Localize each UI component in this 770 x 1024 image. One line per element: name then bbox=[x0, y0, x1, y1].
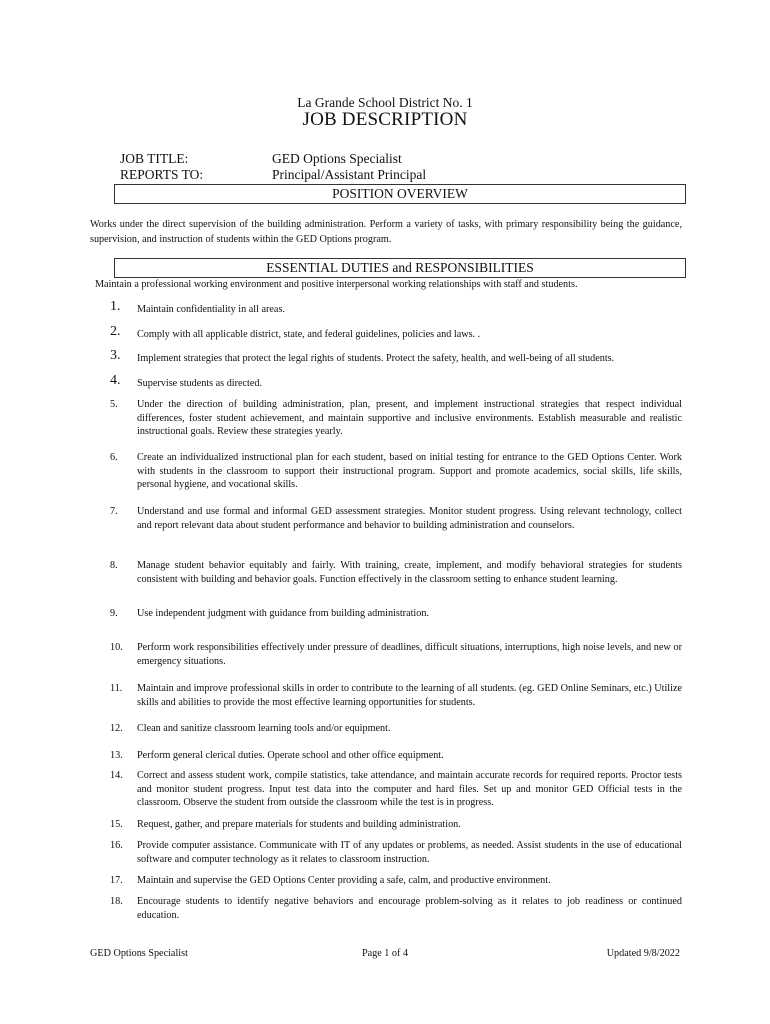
duty-number: 7. bbox=[110, 506, 118, 517]
duty-text: Manage student behavior equitably and fairly. With training, create, implement, and modify behavioral strategies for students consistent with building and behavior goals. Function effectively in the classroom setting to enhance student learning. bbox=[137, 560, 682, 585]
duty-number: 13. bbox=[110, 750, 123, 761]
duty-text: Under the direction of building administration, plan, present, and implement instructional strategies that respect individual differences, foster student achievement, and maintain supportive and inclusive environments. Establish measurable and realistic instructional goals. Review these strategies yearly. bbox=[137, 399, 682, 438]
reports-to-value: Principal/Assistant Principal bbox=[272, 167, 427, 182]
duty-text: Correct and assess student work, compile statistics, take attendance, and maintain accurate records for required reports. Proctor tests and monitor student progress. Input test data into the computer and hard files. Set up and monitor GED Official tests in the classroom. Observe the student from outside the classroom while the test is in progress. bbox=[137, 770, 682, 809]
duty-item bbox=[110, 722, 682, 736]
duty-text: Implement strategies that protect the legal rights of students. Protect the safety, health, and well-being of all students. bbox=[137, 353, 615, 364]
duty-text: Use independent judgment with guidance from building administration. bbox=[137, 608, 429, 619]
duty-item bbox=[110, 749, 682, 763]
footer-updated-date: Updated 9/8/2022 bbox=[606, 948, 680, 959]
duty-number: 4. bbox=[110, 373, 121, 388]
position-overview-heading: POSITION OVERVIEW bbox=[114, 184, 686, 204]
duty-number: 9. bbox=[110, 608, 118, 619]
document-title: JOB DESCRIPTION bbox=[302, 109, 468, 130]
duties-intro: Maintain a professional working environment and positive interpersonal working relationships with staff and students. bbox=[95, 279, 578, 290]
duty-item bbox=[110, 874, 682, 888]
duty-item bbox=[110, 818, 682, 832]
duty-number: 17. bbox=[110, 875, 123, 886]
duty-text: Create an individualized instructional plan for each student, based on initial testing for entrance to the GED Options Center. Work with students in the classroom to support their instructional program. Support and promote academics, social skills, life skills, personal hygiene, and vocational skills. bbox=[137, 452, 682, 491]
duty-number: 14. bbox=[110, 770, 123, 781]
duty-item bbox=[110, 299, 682, 317]
duty-text: Comply with all applicable district, state, and federal guidelines, policies and laws. . bbox=[137, 329, 481, 340]
duty-text: Request, gather, and prepare materials for students and building administration. bbox=[137, 819, 461, 830]
duty-number: 18. bbox=[110, 896, 123, 907]
duty-number: 6. bbox=[110, 452, 118, 463]
duty-number: 5. bbox=[110, 399, 118, 410]
duty-item bbox=[110, 895, 682, 922]
duty-text: Maintain and supervise the GED Options Center providing a safe, calm, and productive environment. bbox=[137, 875, 551, 886]
duty-text: Maintain confidentiality in all areas. bbox=[137, 304, 285, 315]
duty-item bbox=[110, 839, 682, 866]
duty-item bbox=[110, 682, 682, 709]
duty-item bbox=[110, 398, 682, 439]
job-title-row bbox=[120, 151, 402, 167]
duty-text: Perform work responsibilities effectively under pressure of deadlines, difficult situations, interruptions, high noise levels, and new or emergency situations. bbox=[137, 642, 682, 667]
duty-number: 16. bbox=[110, 840, 123, 851]
duty-item bbox=[110, 769, 682, 810]
duty-number: 11. bbox=[110, 683, 123, 694]
duty-number: 3. bbox=[110, 348, 121, 363]
duty-item bbox=[110, 559, 682, 586]
duty-text: Clean and sanitize classroom learning tools and/or equipment. bbox=[137, 723, 391, 734]
duty-text: Encourage students to identify negative behaviors and encourage problem-solving as it relates to job readiness or continued education. bbox=[137, 896, 682, 921]
duty-number: 12. bbox=[110, 723, 123, 734]
duty-number: 8. bbox=[110, 560, 118, 571]
duty-item bbox=[110, 348, 682, 366]
duty-item bbox=[110, 451, 682, 492]
duty-item bbox=[110, 505, 682, 532]
duties-heading: ESSENTIAL DUTIES and RESPONSIBILITIES bbox=[114, 258, 686, 278]
footer-left: GED Options Specialist bbox=[90, 948, 188, 959]
duty-number: 10. bbox=[110, 642, 123, 653]
district-name: La Grande School District No. 1 bbox=[297, 95, 473, 110]
duty-number: 1. bbox=[110, 299, 121, 314]
duty-item bbox=[110, 607, 682, 621]
reports-to-row bbox=[120, 167, 426, 183]
reports-to-label: REPORTS TO: bbox=[120, 167, 204, 182]
duty-item bbox=[110, 324, 682, 342]
duty-text: Maintain and improve professional skills in order to contribute to the learning of all students. (eg. GED Online Seminars, etc.) Utilize skills and abilities to provide the most effective learning opportunities for students. bbox=[137, 683, 682, 708]
duty-item bbox=[110, 373, 682, 391]
job-title-value: GED Options Specialist bbox=[272, 151, 402, 166]
duty-text: Supervise students as directed. bbox=[137, 378, 263, 389]
position-overview-text: Works under the direct supervision of the building administration. Perform a variety of tasks, with primary responsibility being the guidance, supervision, and instruction of students within the GED Options program. bbox=[90, 219, 682, 245]
job-title-label: JOB TITLE: bbox=[120, 151, 189, 166]
duty-text: Provide computer assistance. Communicate with IT of any updates or problems, as needed. Assist students in the use of educational software and computer technology as it relates to classroom instruction. bbox=[137, 840, 682, 865]
duty-item bbox=[110, 641, 682, 668]
duty-number: 2. bbox=[110, 324, 121, 339]
duty-text: Perform general clerical duties. Operate school and other office equipment. bbox=[137, 750, 444, 761]
footer-page-number: Page 1 of 4 bbox=[361, 948, 409, 959]
duty-text: Understand and use formal and informal GED assessment strategies. Monitor student progress. Using relevant technology, collect and report relevant data about student performance and behavior to building administration and counselors. bbox=[137, 506, 682, 531]
duty-number: 15. bbox=[110, 819, 123, 830]
